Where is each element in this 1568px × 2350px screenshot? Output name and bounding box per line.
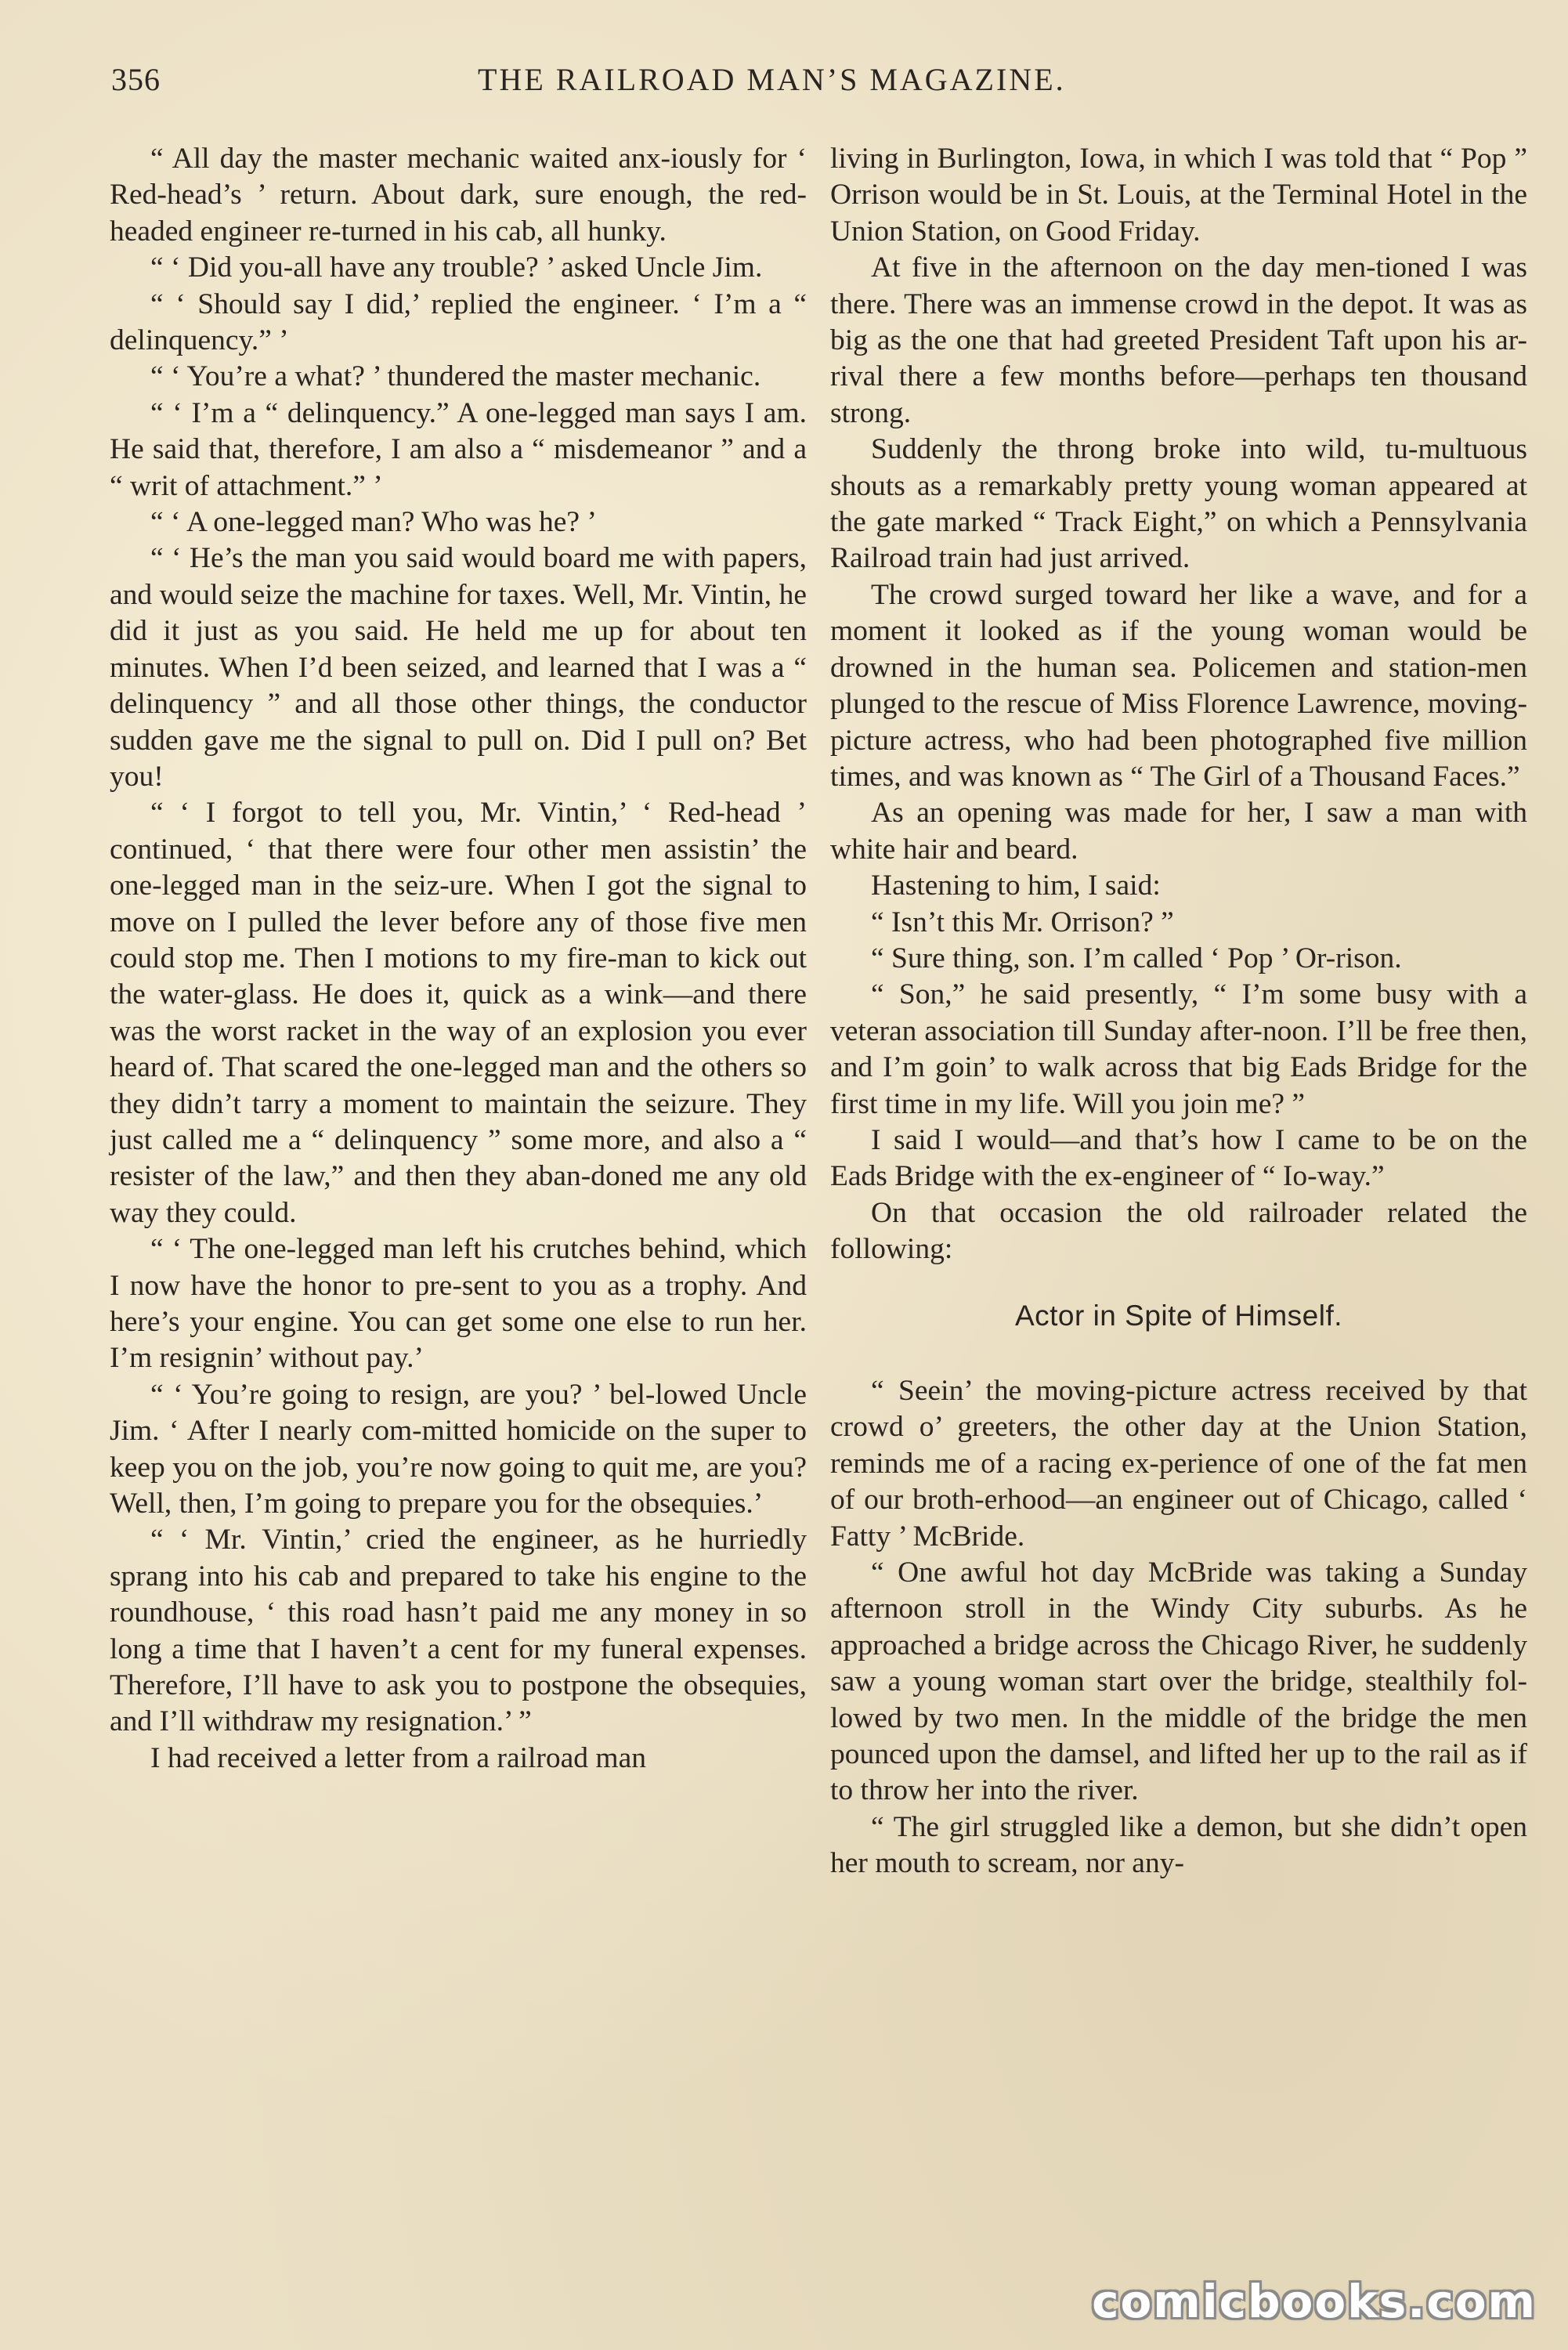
paragraph: “ ‘ Did you-all have any trouble? ’ asked Uncle Jim. [150, 251, 763, 284]
paragraph: “ ‘ He’s the man you said would board me with papers, and would seize the machine for taxes. Well, Mr. Vintin, he did it just as you said. He held me up for about ten minutes. When I’d been seized, and learned that I was a “ delinquency ” and all those other things, the conductor sudden gave me the signal to pull on. Did I pull on? Bet you! [110, 542, 807, 793]
paragraph: “ All day the master mechanic waited anx-iously for ‘ Red-head’s ’ return. About dark, sure enough, the red-headed engineer re-turned in his cab, all hunky. [110, 143, 807, 248]
paragraph: “ Sure thing, son. I’m called ‘ Pop ’ Or-rison. [871, 942, 1402, 974]
paragraph: I said I would—and that’s how I came to be on the Eads Bridge with the ex-engineer of “ Io-way.” [830, 1123, 1527, 1193]
paragraph: “ ‘ The one-legged man left his crutches behind, which I now have the honor to pre-sent to you as a trophy. And here’s your engine. You can get some one else to run her. I’m resignin’ without pay.’ [110, 1233, 807, 1375]
paragraph: “ Isn’t this Mr. Orrison? ” [871, 906, 1174, 938]
paragraph: Suddenly the throng broke into wild, tu-multuous shouts as a remarkably pretty young woman appeared at the gate marked “ Track Eight,” on which a Pennsylvania Railroad train had just arrived. [830, 433, 1527, 575]
paragraph: Hastening to him, I said: [871, 870, 1161, 902]
paragraph: On that occasion the old railroader related the following: [830, 1196, 1527, 1266]
right-column [830, 141, 1527, 1882]
paragraph: “ ‘ I’m a “ delinquency.” A one-legged man says I am. He said that, therefore, I am also a “ misdemeanor ” and a “ writ of attachment.” ’ [110, 396, 807, 502]
paragraph: “ ‘ You’re going to resign, are you? ’ bel-lowed Uncle Jim. ‘ After I nearly com-mitted homicide on the super to keep you on the job, you’re now going to quit me, are you? Well, then, I’m going to prepare you for the obsequies.’ [110, 1378, 807, 1520]
paragraph: As an opening was made for her, I saw a man with white hair and beard. [830, 797, 1527, 866]
paragraph: I had received a letter from a railroad man [150, 1741, 646, 1774]
running-title: THE RAILROAD MAN’S MAGAZINE. [478, 62, 1066, 97]
paragraph: “ ‘ A one-legged man? Who was he? ’ [150, 506, 597, 539]
paragraph: “ Son,” he said presently, “ I’m some busy with a veteran association till Sunday after-noon. I’ll be free then, and I’m goin’ to walk across that big Eads Bridge for the first time in my life. Will you join me? ” [830, 978, 1527, 1120]
section-subheading: Actor in Spite of Himself. [1014, 1299, 1343, 1332]
paragraph: At five in the afternoon on the day men-tioned I was there. There was an immense crowd in the depot. It was as big as the one that had greeted President Taft upon his ar-rival there a few months before—perhaps ten thousand strong. [830, 251, 1527, 429]
left-column [110, 141, 807, 1777]
watermark-text: comicbooks.com [1092, 2275, 1537, 2328]
paragraph: “ The girl struggled like a demon, but she didn’t open her mouth to scream, nor any- [830, 1810, 1527, 1880]
page-header [102, 61, 1535, 116]
paragraph: “ ‘ Mr. Vintin,’ cried the engineer, as he hurriedly sprang into his cab and prepared to take his engine to the roundhouse, ‘ this road hasn’t paid me any money in so long a time that I haven’t a cent for my funeral expenses. Therefore, I’ll have to ask you to postpone the obsequies, and I’ll withdraw my resignation.’ ” [110, 1524, 807, 1738]
paragraph: “ ‘ Should say I did,’ replied the engineer. ‘ I’m a “ delinquency.” ’ [110, 287, 807, 357]
paragraph: living in Burlington, Iowa, in which I was told that “ Pop ” Orrison would be in St. Louis, at the Terminal Hotel in the Union Station, on Good Friday. [830, 143, 1527, 248]
paragraph: The crowd surged toward her like a wave, and for a moment it looked as if the young woman would be drowned in the human sea. Policemen and station-men plunged to the rescue of Miss Florence Lawrence, moving-picture actress, who had been photographed five million times, and was known as “ The Girl of a Thousand Faces.” [830, 578, 1527, 793]
paragraph: “ ‘ You’re a what? ’ thundered the master mechanic. [150, 360, 761, 393]
paragraph: “ ‘ I forgot to tell you, Mr. Vintin,’ ‘ Red-head ’ continued, ‘ that there were four other men assistin’ the one-legged man in the seiz-ure. When I got the signal to move on I pulled the lever before any of those five men could stop me. Then I motions to my fire-man to kick out the water-glass. He does it, quick as a wink—and there was the worst racket in the way of an explosion you ever heard of. That scared the one-legged man and the others so they didn’t tarry a moment to maintain the seizure. They just called me a “ delinquency ” some more, and also a “ resister of the law,” and then they aban-doned me any old way they could. [110, 797, 807, 1229]
page-number: 356 [111, 62, 161, 97]
paragraph: “ One awful hot day McBride was taking a Sunday afternoon stroll in the Windy City suburbs. As he approached a bridge across the Chicago River, he suddenly saw a young woman start over the bridge, stealthily fol-lowed by two men. In the middle of the bridge the men pounced upon the damsel, and lifted her up to the rail as if to throw her into the river. [830, 1556, 1527, 1807]
paragraph: “ Seein’ the moving-picture actress received by that crowd o’ greeters, the other day at the Union Station, reminds me of a racing ex-perience of one of the fat men of our broth-erhood—an engineer out of Chicago, called ‘ Fatty ’ McBride. [830, 1375, 1527, 1553]
